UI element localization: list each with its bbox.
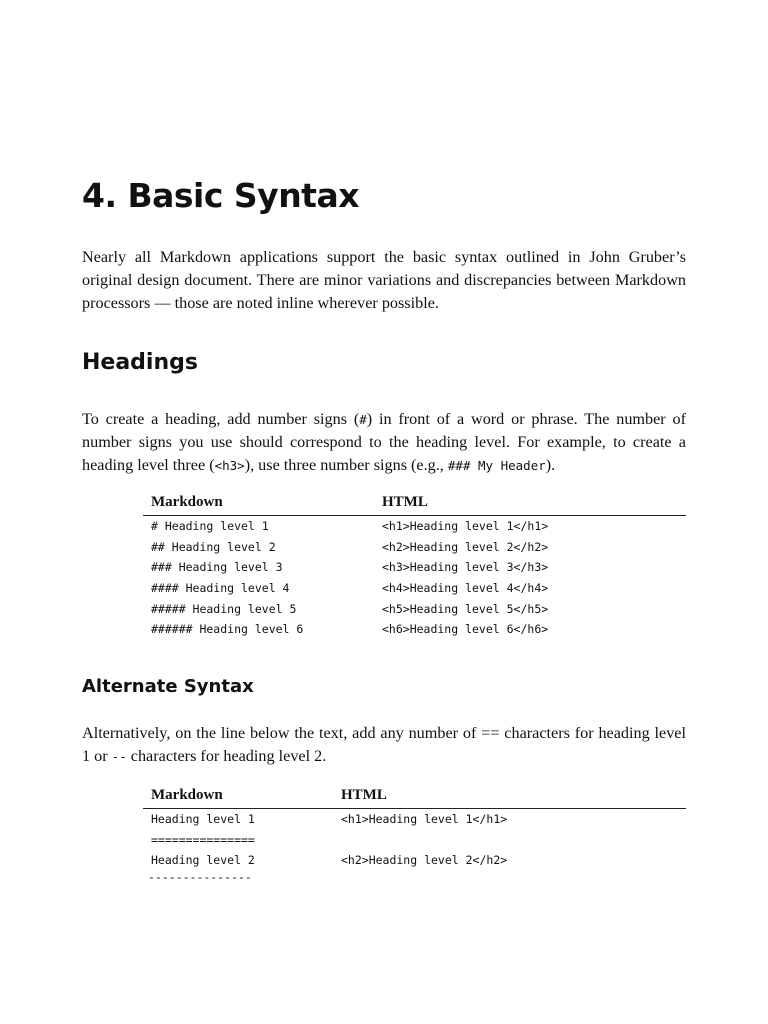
setext-dash-underline: --------------- — [148, 870, 252, 884]
table-cell — [333, 830, 686, 851]
headings-para-code-2: <h3> — [214, 458, 245, 473]
headings-section-title: Headings — [82, 350, 198, 375]
table-cell: <h5>Heading level 5</h5> — [382, 601, 549, 616]
table-row — [143, 578, 686, 599]
table-cell: <h1>Heading level 1</h1> — [382, 519, 549, 534]
table-cell: <h1>Heading level 1</h1> — [341, 812, 508, 827]
headings-para-text-4: ). — [545, 456, 556, 474]
table-header-row — [143, 491, 686, 516]
table-cell: #### Heading level 4 — [151, 581, 290, 596]
table-cell: ## Heading level 2 — [151, 539, 276, 554]
table-header-html: HTML — [333, 784, 686, 809]
table-cell: Heading level 2 — [151, 853, 255, 868]
table-cell: <h4>Heading level 4</h4> — [382, 581, 549, 596]
table-header-row — [143, 784, 686, 809]
table-row — [143, 598, 686, 619]
chapter-title: 4. Basic Syntax — [82, 176, 360, 215]
table-row — [143, 809, 686, 830]
table-row — [143, 537, 686, 558]
table-cell: =============== — [151, 832, 255, 847]
alternate-table — [143, 784, 686, 871]
alternate-para-text-2: characters for heading level 2. — [126, 747, 327, 765]
table-row — [143, 516, 686, 537]
table-cell: ###### Heading level 6 — [151, 622, 304, 637]
headings-para-text-2: ) in front of a word or phrase. The number of number signs you use should correspond to the heading level. For example, to create a heading level three ( — [82, 410, 686, 474]
alternate-section-title: Alternate Syntax — [82, 676, 254, 697]
headings-para-text-1: To create a heading, add number signs ( — [82, 410, 360, 428]
table-header-markdown: Markdown — [143, 491, 374, 516]
headings-table — [143, 491, 686, 640]
table-header-markdown: Markdown — [143, 784, 333, 809]
table-row — [143, 830, 686, 851]
headings-para-code-3: ### My Header — [447, 458, 546, 473]
table-cell: <h3>Heading level 3</h3> — [382, 560, 549, 575]
headings-paragraph — [82, 408, 686, 477]
alternate-para-text-1: Alternatively, on the line below the text, add any number of == characters for heading level 1 or — [82, 724, 686, 765]
headings-para-text-3: ), use three number signs (e.g., — [244, 456, 448, 474]
table-cell: <h2>Heading level 2</h2> — [341, 853, 508, 868]
intro-paragraph: Nearly all Markdown applications support the basic syntax outlined in John Gruber’s original design document. There are minor variations and discrepancies between Markdown processors — those are noted inline wherever possible. — [82, 248, 686, 312]
table-header-html: HTML — [374, 491, 686, 516]
alternate-paragraph — [82, 722, 686, 768]
table-cell: <h2>Heading level 2</h2> — [382, 539, 549, 554]
alternate-para-code-1: -- — [111, 749, 127, 764]
table-row — [143, 557, 686, 578]
table-cell: ### Heading level 3 — [151, 560, 283, 575]
headings-para-code-1: # — [359, 412, 367, 427]
table-row — [143, 619, 686, 640]
table-cell: <h6>Heading level 6</h6> — [382, 622, 549, 637]
table-row — [143, 850, 686, 871]
table-cell: # Heading level 1 — [151, 519, 269, 534]
table-cell: Heading level 1 — [151, 812, 255, 827]
table-cell: ##### Heading level 5 — [151, 601, 297, 616]
